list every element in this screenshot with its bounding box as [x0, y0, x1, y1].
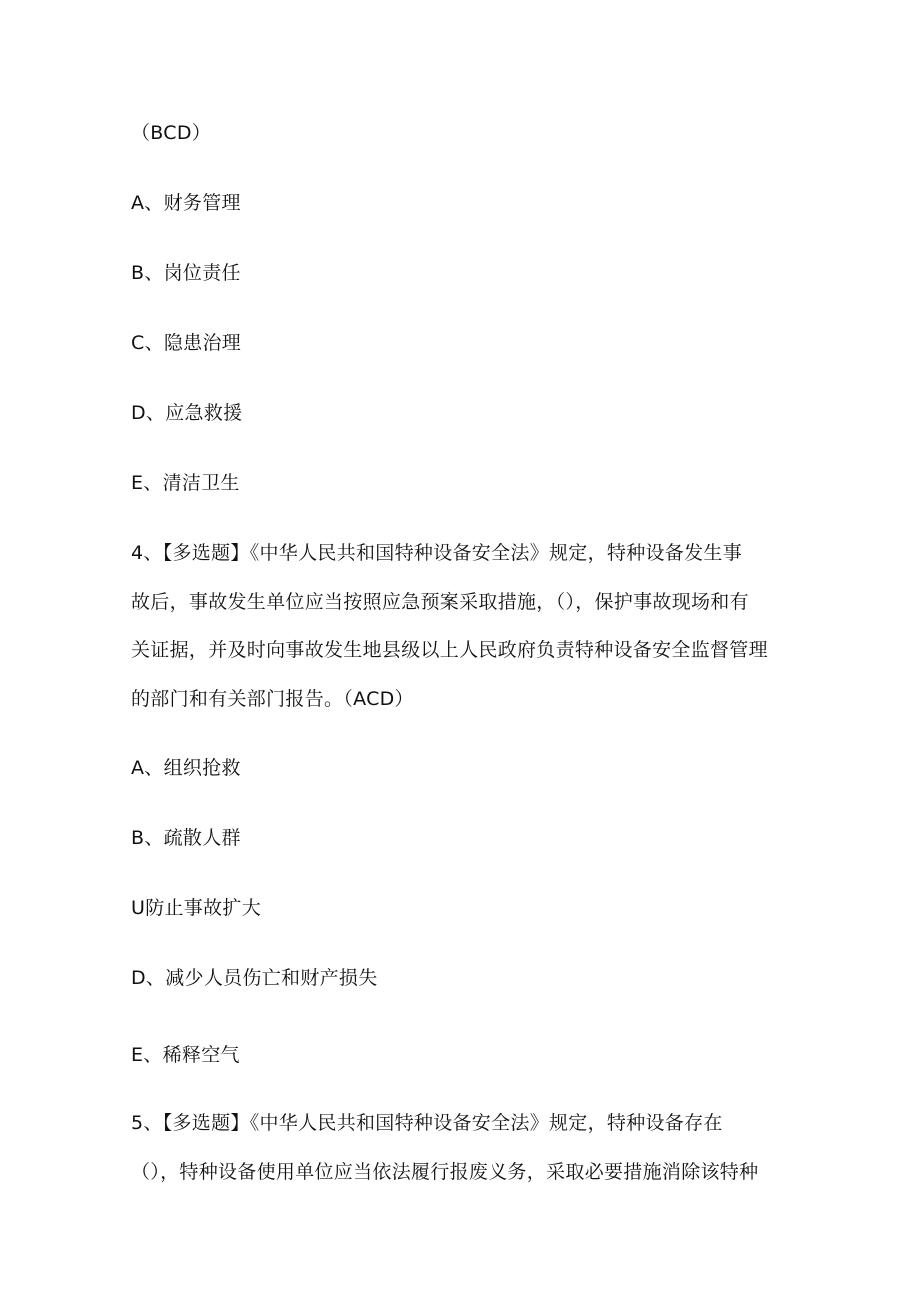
question-5 — [131, 1111, 791, 1208]
q3-option-c: C、隐患治理 — [131, 332, 242, 354]
q4-option-b: B、疏散人群 — [131, 827, 241, 849]
question-4-line: 的部门和有关部门报告。（ACD） — [131, 687, 414, 710]
question-4-line: 4、【多选题】《中华人民共和国特种设备安全法》规定，特种设备发生事 — [131, 542, 742, 564]
q4-option-d: D、减少人员伤亡和财产损失 — [131, 967, 378, 989]
question-4-line: 故后，事故发生单位应当按照应急预案采取措施，（），保护事故现场和有 — [131, 590, 749, 613]
previous-answer: （BCD） — [131, 122, 212, 144]
q3-option-e: E、清洁卫生 — [131, 472, 240, 494]
q3-option-d: D、应急救援 — [131, 402, 243, 424]
question-5-line: （），特种设备使用单位应当依法履行报废义务，采取必要措施消除该特种 — [131, 1160, 759, 1183]
q4-option-c: U防止事故扩大 — [131, 897, 262, 919]
q4-option-e: E、稀释空气 — [131, 1044, 240, 1066]
question-4 — [131, 541, 791, 735]
q3-option-b: B、岗位责任 — [131, 262, 241, 284]
question-4-line: 关证据，并及时向事故发生地县级以上人民政府负责特种设备安全监督管理 — [131, 639, 768, 661]
question-5-line: 5、【多选题】《中华人民共和国特种设备安全法》规定，特种设备存在 — [131, 1112, 723, 1134]
q3-option-a: A、财务管理 — [131, 192, 241, 214]
q4-option-a: A、组织抢救 — [131, 757, 241, 779]
